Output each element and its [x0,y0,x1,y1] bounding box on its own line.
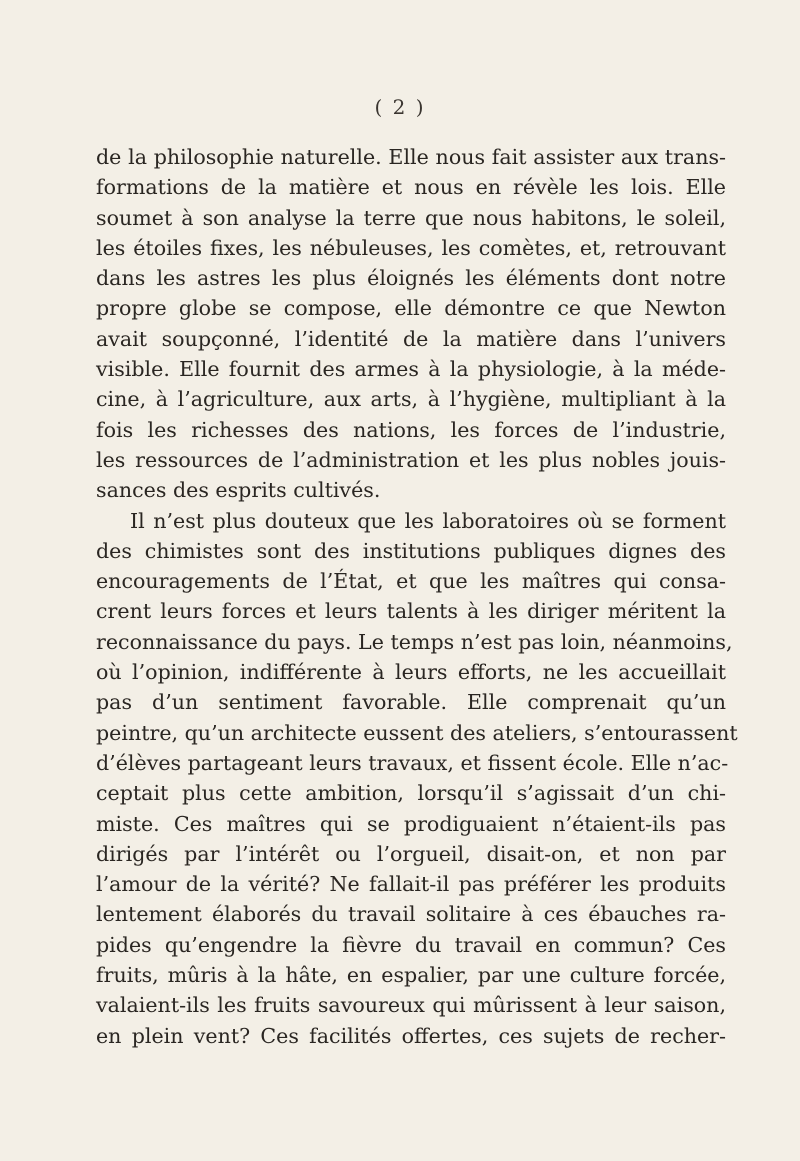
body-text [96,142,738,1051]
text-line: fruits, mûris à la hâte, en espalier, par une culture forcée, [96,963,726,988]
text-line: pides qu’engendre la fièvre du travail en commun? Ces [96,932,726,957]
text-line: ceptait plus cette ambition, lorsqu’il s’agissait d’un chi- [96,781,726,806]
text-line: fois les richesses des nations, les forces de l’industrie, [96,417,726,442]
paragraph-end-line: sances des esprits cultivés. [96,478,381,503]
text-line: des chimistes sont des institutions publiques dignes des [96,538,726,563]
text-line: avait soupçonné, l’identité de la matière dans l’univers [96,326,726,351]
text-line: visible. Elle fournit des armes à la physiologie, à la méde- [96,357,726,382]
text-line: valaient-ils les fruits savoureux qui mûrissent à leur saison, [96,993,726,1018]
text-line: où l’opinion, indifférente à leurs efforts, ne les accueillait [96,660,726,685]
text-line: en plein vent? Ces facilités offertes, ces sujets de recher- [96,1023,726,1048]
text-line: d’élèves partageant leurs travaux, et fissent école. Elle n’ac- [96,750,729,775]
page-number: ( 2 ) [374,95,426,119]
paragraph-start-line: Il n’est plus douteux que les laboratoires où se forment [130,508,726,533]
text-line: de la philosophie naturelle. Elle nous fait assister aux trans- [96,145,726,169]
text-line: encouragements de l’État, et que les maîtres qui consa- [96,569,726,594]
text-line: les étoiles fixes, les nébuleuses, les comètes, et, retrouvant [96,235,726,260]
text-line: cine, à l’agriculture, aux arts, à l’hygiène, multipliant à la [96,387,726,412]
text-line: dans les astres les plus éloignés les éléments dont notre [96,266,726,291]
text-line: lentement élaborés du travail solitaire à ces ébauches ra- [96,902,726,927]
text-line: peintre, qu’un architecte eussent des ateliers, s’entourassent [96,720,738,745]
text-line: miste. Ces maîtres qui se prodiguaient n’étaient-ils pas [96,811,726,836]
text-line: reconnaissance du pays. Le temps n’est pas loin, néanmoins, [96,629,733,654]
text-line: l’amour de la vérité? Ne fallait-il pas préférer les produits [96,872,726,897]
text-line: crent leurs forces et leurs talents à les diriger méritent la [96,599,726,624]
text-line: pas d’un sentiment favorable. Elle comprenait qu’un [96,690,726,715]
text-line: soumet à son analyse la terre que nous habitons, le soleil, [96,205,726,230]
text-line: formations de la matière et nous en révèle les lois. Elle [96,175,726,200]
text-line: dirigés par l’intérêt ou l’orgueil, disait-on, et non par [96,841,726,866]
text-line: propre globe se compose, elle démontre ce que Newton [96,296,726,321]
text-line: les ressources de l’administration et les plus nobles jouis- [96,447,726,472]
